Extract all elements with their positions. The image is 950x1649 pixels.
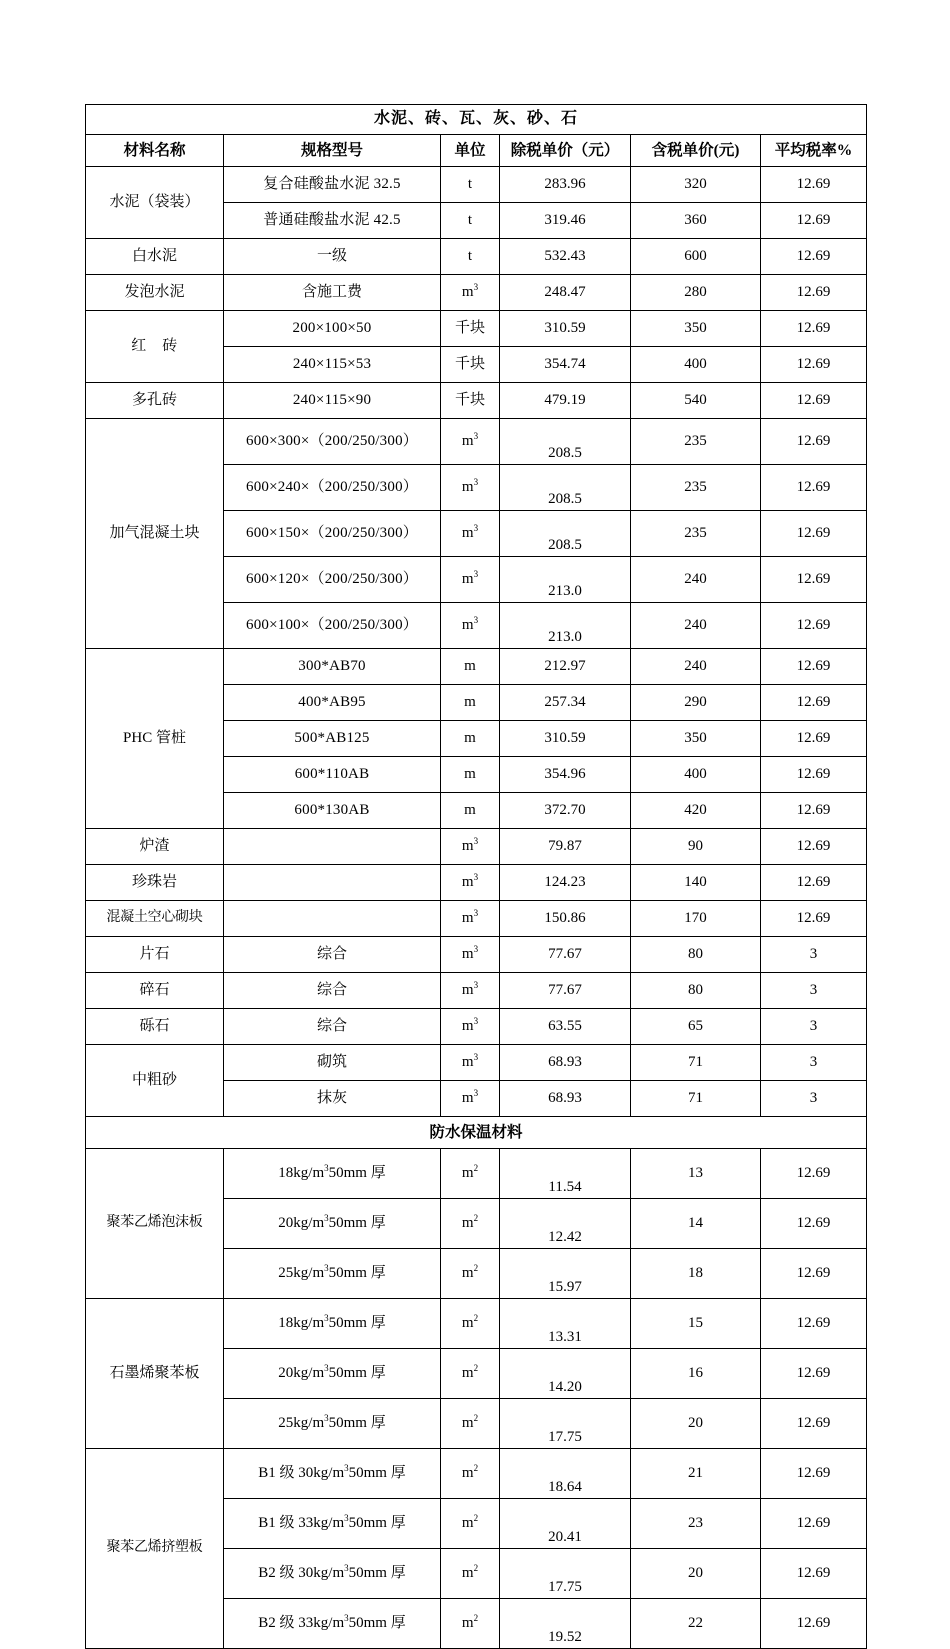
spec-cell: $20kg/m^350mm$ 厚 <box>224 1349 441 1399</box>
ex-tax-price-cell: 208.5 <box>500 511 631 557</box>
ex-tax-price-cell: 354.96 <box>500 757 631 793</box>
unit-cell: m <box>441 721 500 757</box>
tax-rate-cell: 12.69 <box>761 829 867 865</box>
inc-tax-price-cell: 20 <box>631 1549 761 1599</box>
tax-rate-cell: 12.69 <box>761 347 867 383</box>
inc-tax-price-cell: 240 <box>631 649 761 685</box>
inc-tax-price-cell: 21 <box>631 1449 761 1499</box>
material-name-cell: 白水泥 <box>86 239 224 275</box>
tax-rate-cell: 12.69 <box>761 1399 867 1449</box>
unit-cell: t <box>441 203 500 239</box>
spec-cell: 一级 <box>224 239 441 275</box>
tax-rate-cell: 12.69 <box>761 721 867 757</box>
material-name-cell: 混凝土空心砌块 <box>86 901 224 937</box>
inc-tax-price-cell: 13 <box>631 1149 761 1199</box>
material-name-cell: 水泥（袋装） <box>86 167 224 239</box>
unit-cell: $m^3$ <box>441 603 500 649</box>
inc-tax-price-cell: 80 <box>631 973 761 1009</box>
inc-tax-price-cell: 14 <box>631 1199 761 1249</box>
ex-tax-price-cell: 124.23 <box>500 865 631 901</box>
ex-tax-price-cell: 15.97 <box>500 1249 631 1299</box>
spec-cell: 抹灰 <box>224 1081 441 1117</box>
ex-tax-price-cell: 77.67 <box>500 973 631 1009</box>
spec-cell: 500*AB125 <box>224 721 441 757</box>
spec-cell: 砌筑 <box>224 1045 441 1081</box>
unit-cell: $m^3$ <box>441 937 500 973</box>
ex-tax-price-cell: 20.41 <box>500 1499 631 1549</box>
unit-cell: $m^2$ <box>441 1299 500 1349</box>
ex-tax-price-cell: 319.46 <box>500 203 631 239</box>
tax-rate-cell: 3 <box>761 1081 867 1117</box>
unit-cell: $m^3$ <box>441 557 500 603</box>
tax-rate-cell: 12.69 <box>761 1299 867 1349</box>
inc-tax-price-cell: 540 <box>631 383 761 419</box>
inc-tax-price-cell: 23 <box>631 1499 761 1549</box>
ex-tax-price-cell: 17.75 <box>500 1549 631 1599</box>
unit-cell: $m^3$ <box>441 1045 500 1081</box>
unit-cell: $m^3$ <box>441 419 500 465</box>
unit-cell: $m^2$ <box>441 1449 500 1499</box>
spec-cell: 300*AB70 <box>224 649 441 685</box>
table-header-row <box>86 135 867 167</box>
ex-tax-price-cell: 19.52 <box>500 1599 631 1649</box>
unit-cell: m <box>441 685 500 721</box>
table-row <box>86 1449 867 1499</box>
ex-tax-price-cell: 18.64 <box>500 1449 631 1499</box>
inc-tax-price-cell: 600 <box>631 239 761 275</box>
spec-cell: 240×115×53 <box>224 347 441 383</box>
inc-tax-price-cell: 290 <box>631 685 761 721</box>
spec-cell: $18kg/m^350mm$ 厚 <box>224 1149 441 1199</box>
material-name-cell: 炉渣 <box>86 829 224 865</box>
spec-cell: 600*130AB <box>224 793 441 829</box>
table-row <box>86 1299 867 1349</box>
unit-cell: $m^2$ <box>441 1349 500 1399</box>
table-row <box>86 973 867 1009</box>
tax-rate-cell: 12.69 <box>761 685 867 721</box>
inc-tax-price-cell: 22 <box>631 1599 761 1649</box>
tax-rate-cell: 12.69 <box>761 557 867 603</box>
unit-cell: $m^2$ <box>441 1149 500 1199</box>
spec-cell: 含施工费 <box>224 275 441 311</box>
spec-cell: 普通硅酸盐水泥 42.5 <box>224 203 441 239</box>
material-name-cell: 聚苯乙烯挤塑板 <box>86 1449 224 1649</box>
inc-tax-price-cell: 400 <box>631 347 761 383</box>
inc-tax-price-cell: 400 <box>631 757 761 793</box>
spec-cell: $18kg/m^350mm$ 厚 <box>224 1299 441 1349</box>
tax-rate-cell: 12.69 <box>761 419 867 465</box>
unit-cell: $m^2$ <box>441 1599 500 1649</box>
spec-cell: $20kg/m^350mm$ 厚 <box>224 1199 441 1249</box>
tax-rate-cell: 3 <box>761 937 867 973</box>
ex-tax-price-cell: 208.5 <box>500 465 631 511</box>
spec-cell <box>224 829 441 865</box>
tax-rate-cell: 12.69 <box>761 603 867 649</box>
ex-tax-price-cell: 11.54 <box>500 1149 631 1199</box>
table-row <box>86 383 867 419</box>
tax-rate-cell: 12.69 <box>761 1549 867 1599</box>
spec-cell: B2 级 $33kg/m^350mm$ 厚 <box>224 1599 441 1649</box>
unit-cell: 千块 <box>441 383 500 419</box>
tax-rate-cell: 12.69 <box>761 275 867 311</box>
tax-rate-cell: 12.69 <box>761 167 867 203</box>
spec-cell: 复合硅酸盐水泥 32.5 <box>224 167 441 203</box>
ex-tax-price-cell: 208.5 <box>500 419 631 465</box>
inc-tax-price-cell: 80 <box>631 937 761 973</box>
tax-rate-cell: 12.69 <box>761 1599 867 1649</box>
ex-tax-price-cell: 13.31 <box>500 1299 631 1349</box>
unit-cell: $m^3$ <box>441 511 500 557</box>
ex-tax-price-cell: 68.93 <box>500 1081 631 1117</box>
tax-rate-cell: 12.69 <box>761 757 867 793</box>
spec-cell: B1 级 $30kg/m^350mm$ 厚 <box>224 1449 441 1499</box>
ex-tax-price-cell: 213.0 <box>500 603 631 649</box>
column-header: 平均税率% <box>761 135 867 167</box>
ex-tax-price-cell: 213.0 <box>500 557 631 603</box>
unit-cell: $m^2$ <box>441 1499 500 1549</box>
inc-tax-price-cell: 15 <box>631 1299 761 1349</box>
table-row <box>86 1045 867 1081</box>
inc-tax-price-cell: 71 <box>631 1081 761 1117</box>
unit-cell: $m^3$ <box>441 1009 500 1045</box>
column-header: 除税单价（元） <box>500 135 631 167</box>
tax-rate-cell: 12.69 <box>761 1349 867 1399</box>
unit-cell: $m^3$ <box>441 1081 500 1117</box>
column-header: 含税单价(元) <box>631 135 761 167</box>
inc-tax-price-cell: 420 <box>631 793 761 829</box>
unit-cell: $m^3$ <box>441 901 500 937</box>
ex-tax-price-cell: 257.34 <box>500 685 631 721</box>
spec-cell: B1 级 $33kg/m^350mm$ 厚 <box>224 1499 441 1549</box>
tax-rate-cell: 12.69 <box>761 239 867 275</box>
document-page <box>85 104 866 1649</box>
spec-cell: 600*110AB <box>224 757 441 793</box>
table-row <box>86 311 867 347</box>
spec-cell: 600×100×（200/250/300） <box>224 603 441 649</box>
ex-tax-price-cell: 63.55 <box>500 1009 631 1045</box>
unit-cell: m <box>441 649 500 685</box>
inc-tax-price-cell: 320 <box>631 167 761 203</box>
material-name-cell: 聚苯乙烯泡沫板 <box>86 1149 224 1299</box>
ex-tax-price-cell: 68.93 <box>500 1045 631 1081</box>
spec-cell: 600×240×（200/250/300） <box>224 465 441 511</box>
ex-tax-price-cell: 354.74 <box>500 347 631 383</box>
inc-tax-price-cell: 170 <box>631 901 761 937</box>
spec-cell: 综合 <box>224 973 441 1009</box>
table-row <box>86 901 867 937</box>
table-row <box>86 239 867 275</box>
spec-cell: 600×300×（200/250/300） <box>224 419 441 465</box>
unit-cell: t <box>441 239 500 275</box>
table-row <box>86 275 867 311</box>
inc-tax-price-cell: 350 <box>631 721 761 757</box>
inc-tax-price-cell: 16 <box>631 1349 761 1399</box>
unit-cell: t <box>441 167 500 203</box>
inc-tax-price-cell: 240 <box>631 603 761 649</box>
tax-rate-cell: 12.69 <box>761 511 867 557</box>
inc-tax-price-cell: 235 <box>631 419 761 465</box>
table-title: 水泥、砖、瓦、灰、砂、石 <box>86 105 867 135</box>
unit-cell: $m^3$ <box>441 275 500 311</box>
spec-cell: 600×120×（200/250/300） <box>224 557 441 603</box>
tax-rate-cell: 12.69 <box>761 203 867 239</box>
unit-cell: $m^2$ <box>441 1249 500 1299</box>
material-name-cell: 片石 <box>86 937 224 973</box>
tax-rate-cell: 12.69 <box>761 383 867 419</box>
column-header: 规格型号 <box>224 135 441 167</box>
tax-rate-cell: 12.69 <box>761 865 867 901</box>
section-header-row <box>86 1117 867 1149</box>
table-title-row <box>86 105 867 135</box>
spec-cell <box>224 901 441 937</box>
ex-tax-price-cell: 17.75 <box>500 1399 631 1449</box>
unit-cell: 千块 <box>441 311 500 347</box>
table-row <box>86 1009 867 1045</box>
unit-cell: $m^2$ <box>441 1199 500 1249</box>
table-row <box>86 1149 867 1199</box>
inc-tax-price-cell: 360 <box>631 203 761 239</box>
ex-tax-price-cell: 248.47 <box>500 275 631 311</box>
inc-tax-price-cell: 140 <box>631 865 761 901</box>
inc-tax-price-cell: 18 <box>631 1249 761 1299</box>
spec-cell: $25kg/m^350mm$ 厚 <box>224 1399 441 1449</box>
unit-cell: $m^3$ <box>441 973 500 1009</box>
spec-cell <box>224 865 441 901</box>
ex-tax-price-cell: 310.59 <box>500 311 631 347</box>
column-header: 材料名称 <box>86 135 224 167</box>
material-name-cell: 红 砖 <box>86 311 224 383</box>
material-price-table <box>85 104 867 1649</box>
table-row <box>86 167 867 203</box>
spec-cell: 240×115×90 <box>224 383 441 419</box>
material-name-cell: 多孔砖 <box>86 383 224 419</box>
material-name-cell: 加气混凝土块 <box>86 419 224 649</box>
unit-cell: $m^3$ <box>441 865 500 901</box>
table-row <box>86 865 867 901</box>
inc-tax-price-cell: 235 <box>631 511 761 557</box>
tax-rate-cell: 12.69 <box>761 311 867 347</box>
unit-cell: m <box>441 793 500 829</box>
tax-rate-cell: 12.69 <box>761 793 867 829</box>
inc-tax-price-cell: 240 <box>631 557 761 603</box>
unit-cell: $m^2$ <box>441 1399 500 1449</box>
table-row <box>86 937 867 973</box>
unit-cell: $m^2$ <box>441 1549 500 1599</box>
tax-rate-cell: 3 <box>761 1009 867 1045</box>
ex-tax-price-cell: 479.19 <box>500 383 631 419</box>
table-row <box>86 829 867 865</box>
material-name-cell: 石墨烯聚苯板 <box>86 1299 224 1449</box>
inc-tax-price-cell: 65 <box>631 1009 761 1045</box>
inc-tax-price-cell: 350 <box>631 311 761 347</box>
spec-cell: 600×150×（200/250/300） <box>224 511 441 557</box>
spec-cell: 200×100×50 <box>224 311 441 347</box>
tax-rate-cell: 12.69 <box>761 901 867 937</box>
ex-tax-price-cell: 532.43 <box>500 239 631 275</box>
tax-rate-cell: 12.69 <box>761 649 867 685</box>
ex-tax-price-cell: 12.42 <box>500 1199 631 1249</box>
tax-rate-cell: 12.69 <box>761 1499 867 1549</box>
unit-cell: $m^3$ <box>441 829 500 865</box>
inc-tax-price-cell: 280 <box>631 275 761 311</box>
tax-rate-cell: 3 <box>761 1045 867 1081</box>
ex-tax-price-cell: 283.96 <box>500 167 631 203</box>
inc-tax-price-cell: 71 <box>631 1045 761 1081</box>
material-name-cell: 碎石 <box>86 973 224 1009</box>
inc-tax-price-cell: 20 <box>631 1399 761 1449</box>
section-header: 防水保温材料 <box>86 1117 867 1149</box>
tax-rate-cell: 12.69 <box>761 1149 867 1199</box>
tax-rate-cell: 12.69 <box>761 465 867 511</box>
table-row <box>86 419 867 465</box>
inc-tax-price-cell: 90 <box>631 829 761 865</box>
ex-tax-price-cell: 79.87 <box>500 829 631 865</box>
ex-tax-price-cell: 310.59 <box>500 721 631 757</box>
spec-cell: 综合 <box>224 1009 441 1045</box>
spec-cell: B2 级 $30kg/m^350mm$ 厚 <box>224 1549 441 1599</box>
material-name-cell: 发泡水泥 <box>86 275 224 311</box>
ex-tax-price-cell: 150.86 <box>500 901 631 937</box>
inc-tax-price-cell: 235 <box>631 465 761 511</box>
tax-rate-cell: 12.69 <box>761 1249 867 1299</box>
ex-tax-price-cell: 14.20 <box>500 1349 631 1399</box>
tax-rate-cell: 3 <box>761 973 867 1009</box>
unit-cell: m <box>441 757 500 793</box>
tax-rate-cell: 12.69 <box>761 1449 867 1499</box>
material-name-cell: 珍珠岩 <box>86 865 224 901</box>
material-name-cell: 中粗砂 <box>86 1045 224 1117</box>
unit-cell: 千块 <box>441 347 500 383</box>
ex-tax-price-cell: 77.67 <box>500 937 631 973</box>
spec-cell: 综合 <box>224 937 441 973</box>
spec-cell: 400*AB95 <box>224 685 441 721</box>
table-row <box>86 649 867 685</box>
tax-rate-cell: 12.69 <box>761 1199 867 1249</box>
material-name-cell: PHC 管桩 <box>86 649 224 829</box>
spec-cell: $25kg/m^350mm$ 厚 <box>224 1249 441 1299</box>
material-name-cell: 砾石 <box>86 1009 224 1045</box>
column-header: 单位 <box>441 135 500 167</box>
ex-tax-price-cell: 212.97 <box>500 649 631 685</box>
ex-tax-price-cell: 372.70 <box>500 793 631 829</box>
unit-cell: $m^3$ <box>441 465 500 511</box>
